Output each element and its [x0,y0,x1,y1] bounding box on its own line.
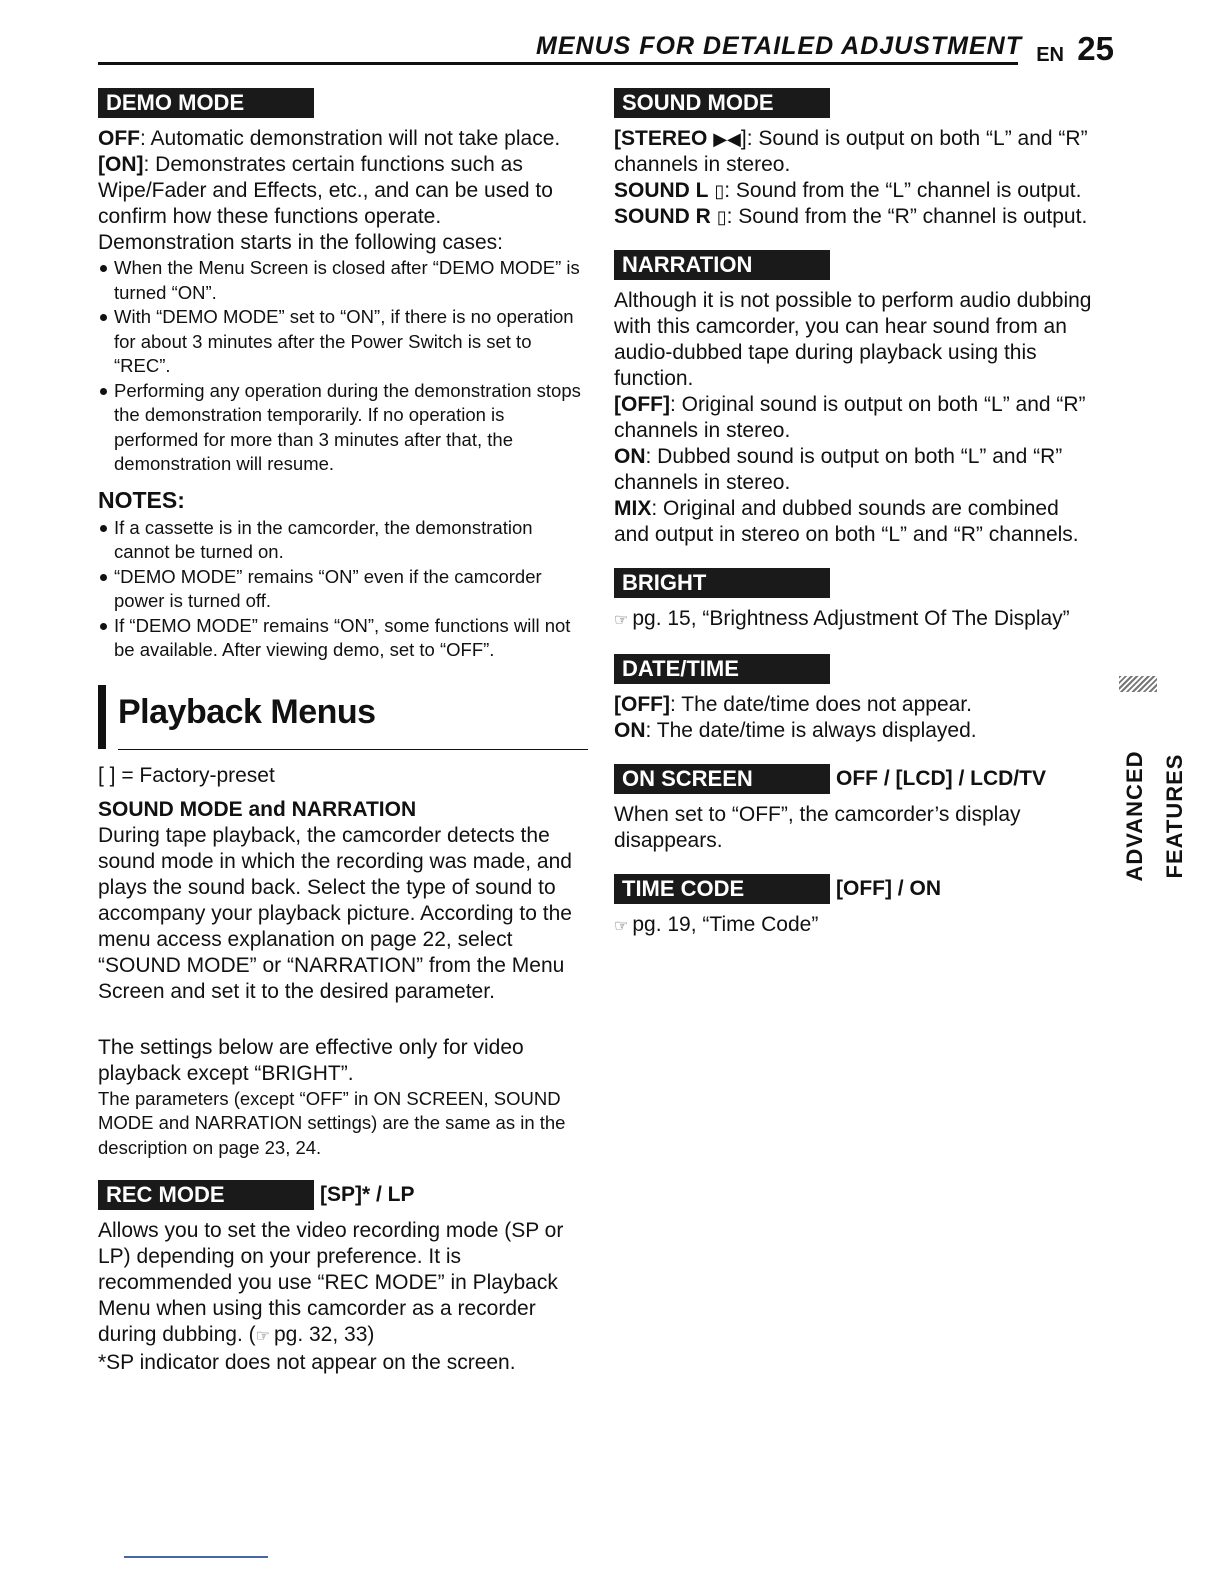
factory-preset-note: [ ] = Factory-preset [98,763,275,787]
time-code-bar: TIME CODE [614,874,830,904]
list-item: “DEMO MODE” remains “ON” even if the camcorder power is turned off. [98,565,590,614]
reference-icon: ☞ [614,612,629,629]
on-screen-bar: ON SCREEN [614,764,830,794]
notes-heading: NOTES: [98,486,185,513]
rec-mode-options: [SP]* / LP [320,1183,415,1206]
page-title: Playback Menus [118,692,376,731]
narration-mix-key: MIX [614,497,652,520]
rec-mode-ref: pg. 32, 33) [273,1323,375,1346]
sound-l-para [614,178,1094,204]
narration-off-para [614,392,1094,444]
sound-r-key: SOUND R [614,205,711,228]
on-screen-options: OFF / [LCD] / LCD/TV [836,767,1046,790]
rec-mode-bar: REC MODE [98,1180,314,1210]
demo-off-para [98,126,590,152]
sound-narration-heading: SOUND MODE and NARRATION [98,797,417,821]
narration-on-text: : Dubbed sound is output on both “L” and “R” channels in stereo. [614,445,1063,494]
demo-on-para [98,152,590,230]
speaker-left-icon: ▯ [714,181,725,201]
datetime-on-para [614,718,1094,744]
sound-r-text: : Sound from the “R” channel is output. [726,205,1088,228]
heading-rule [118,749,588,750]
list-item: If a cassette is in the camcorder, the demonstration cannot be turned on. [98,516,590,565]
time-code-options: [OFF] / ON [836,877,941,900]
bright-ref-para [614,606,1094,634]
sound-stereo-para [614,126,1094,178]
reference-icon: ☞ [255,1328,270,1345]
datetime-off-para [614,692,1094,718]
list-item: With “DEMO MODE” set to “ON”, if there is no operation for about 3 minutes after the Power Switch is set to “REC”. [98,305,590,379]
demo-on-key: [ON] [98,153,144,176]
demo-on-text: : Demonstrates certain functions such as Wipe/Fader and Effects, etc., and can be used to confirm how these functions operate. [98,153,553,228]
tab-stripes [1119,676,1157,692]
narration-off-key: [OFF] [614,393,670,416]
on-screen-text: When set to “OFF”, the camcorder’s display disappears. [614,803,1021,852]
reference-icon: ☞ [614,918,629,935]
bright-bar: BRIGHT [614,568,830,598]
demo-cases-text: Demonstration starts in the following cases: [98,231,504,254]
sound-mode-bar: SOUND MODE [614,88,830,118]
rec-mode-text [98,1218,590,1350]
narration-bar: NARRATION [614,250,830,280]
notes-list [98,516,590,663]
on-screen-row [614,764,1094,794]
time-code-row [614,874,1094,904]
narration-on-key: ON [614,445,646,468]
narration-mix-text: : Original and dubbed sounds are combined and output in stereo on both “L” and “R” channels. [614,497,1079,546]
playback-parameters-text: The parameters (except “OFF” in ON SCREEN, SOUND MODE and NARRATION settings) are the same as in the description on page 23, 24. [98,1087,566,1158]
page-number: 25 [1077,30,1114,67]
right-column [614,88,1094,940]
playback-menus-heading-block [98,685,590,755]
datetime-off-key: [OFF] [614,693,670,716]
stereo-icon: ▶◀ [713,129,741,149]
bright-ref-text: pg. 15, “Brightness Adjustment Of The Display” [632,607,1070,630]
demo-off-key: OFF [98,127,140,150]
narration-off-text: : Original sound is output on both “L” and “R” channels in stereo. [614,393,1086,442]
list-item: Performing any operation during the demonstration stops the demonstration temporarily. If no operation is performed for more than 3 minutes after that, the demonstration will resume. [98,379,590,477]
header-lang: EN [1036,44,1064,66]
datetime-bar: DATE/TIME [614,654,830,684]
sound-r-para [614,204,1094,230]
demo-mode-bar: DEMO MODE [98,88,314,118]
narration-on-para [614,444,1094,496]
sound-l-key: SOUND L [614,179,709,202]
header-rule [98,62,1018,65]
time-code-ref-text: pg. 19, “Time Code” [632,913,819,936]
side-tab-label: ADVANCED FEATURES [1122,750,1187,882]
page-header [98,28,1114,68]
rec-mode-row [98,1180,590,1210]
rec-mode-desc: Allows you to set the video recording mode (SP or LP) depending on your preference. It is recommended you use “REC MODE” in Playback Menu when using this camcorder as a recorder during dubbing. ( [98,1219,564,1346]
list-item: When the Menu Screen is closed after “DEMO MODE” is turned “ON”. [98,256,590,305]
narration-mix-para [614,496,1094,548]
sound-stereo-key: [STEREO [614,127,708,150]
demo-bullet-list [98,256,590,477]
time-code-ref-para [614,912,1094,940]
speaker-right-icon: ▯ [716,207,727,227]
side-section-tab [1117,676,1187,926]
left-column [98,88,590,1376]
header-title: MENUS FOR DETAILED ADJUSTMENT [536,32,1022,60]
rec-mode-footnote: *SP indicator does not appear on the screen. [98,1351,516,1374]
list-item: If “DEMO MODE” remains “ON”, some functions will not be available. After viewing demo, set to “OFF”. [98,614,590,663]
playback-effective-text: The settings below are effective only for video playback except “BRIGHT”. [98,1035,524,1085]
heading-accent-bar [98,685,106,749]
datetime-on-key: ON [614,719,646,742]
sound-l-text: : Sound from the “L” channel is output. [724,179,1082,202]
sound-stereo-text: ]: Sound is output on both “L” and “R” channels in stereo. [614,127,1088,176]
playback-intro-text: During tape playback, the camcorder detects the sound mode in which the recording was made, and plays the sound back. Select the type of sound to accompany your playback picture. According to the menu access explanation on page 22, select “SOUND MODE” or “NARRATION” from the Menu Screen and set it to the desired parameter. [98,823,572,1003]
narration-intro: Although it is not possible to perform audio dubbing with this camcorder, you can hear sound from an audio-dubbed tape during playback using this function. [614,289,1092,390]
datetime-off-text: : The date/time does not appear. [669,693,972,716]
demo-off-text: : Automatic demonstration will not take place. [140,127,561,150]
footer-line [124,1556,268,1558]
datetime-on-text: : The date/time is always displayed. [645,719,977,742]
